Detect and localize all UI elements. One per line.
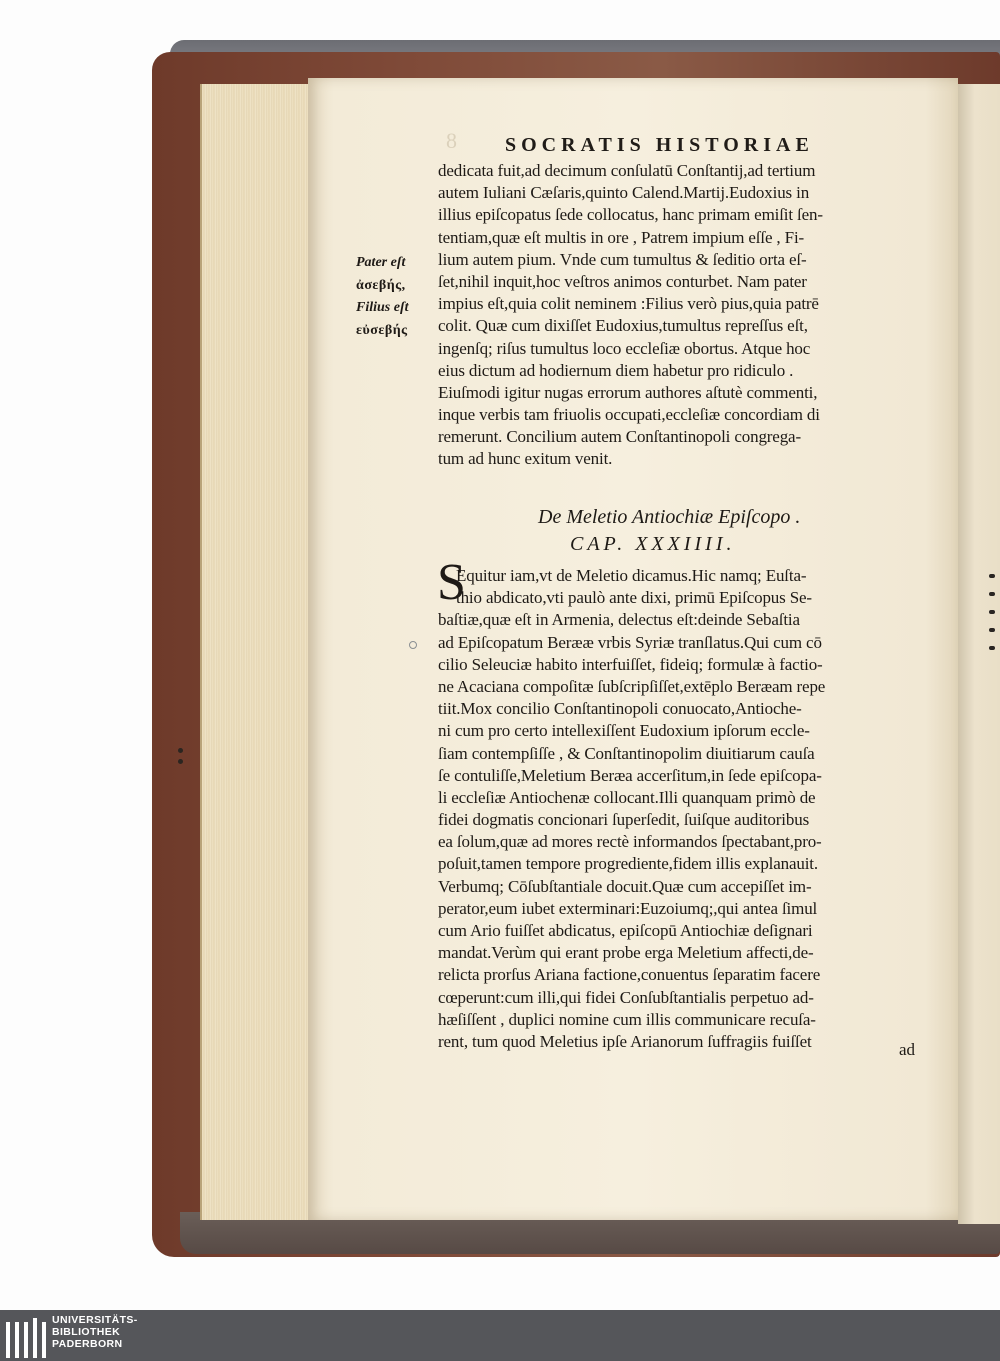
chapter-title: De Meletio Antiochiæ Epiſcopo .: [538, 506, 801, 528]
text-line: autem Iuliani Cæſaris,quinto Calend.Martij.Eudoxius in: [438, 183, 810, 203]
text-line: baſtiæ,quæ eſt in Armenia, delectus eſt:deinde Sebaſtia: [438, 610, 800, 630]
chapter-number: CAP. XXXIIII.: [570, 533, 736, 555]
ink-spot: [409, 641, 417, 649]
text-line: ni cum pro certo intellexiſſent Eudoxium ipſorum eccle-: [438, 721, 810, 741]
text-line: tum ad hunc exitum venit.: [438, 449, 613, 469]
text-block-top: [438, 160, 926, 471]
text-line: remerunt. Concilium autem Conſtantinopoli congrega-: [438, 427, 801, 447]
text-line: ea ſolum,quæ ad mores rectè informandos ſpectabant,pro-: [438, 832, 822, 852]
text-line: illius epiſcopatus ſede collocatus, hanc primam emiſit ſen-: [438, 205, 823, 225]
text-line: ad Epiſcopatum Berææ vrbis Syriæ tranſlatus.Qui cum cō: [438, 632, 822, 652]
text-line: tiit.Mox concilio Conſtantinopoli conuocato,Antioche-: [438, 699, 802, 719]
library-name-line3: PADERBORN: [52, 1338, 123, 1350]
library-name-line2: BIBLIOTHEK: [52, 1326, 121, 1338]
text-line: cilio Seleuciæ habito interfuiſſet, fideiq; formulæ à factio-: [438, 654, 823, 674]
catchword: ad: [899, 1040, 916, 1059]
text-line: cœperunt:cum illi,qui fidei Conſubſtantialis perpetuo ad-: [438, 987, 814, 1007]
margin-note: Filius eſt: [356, 300, 409, 315]
running-head: SOCRATIS HISTORIAE: [505, 134, 814, 156]
text-line: ingenſq; riſus tumultus loco eccleſiæ obortus. Atque hoc: [438, 338, 811, 358]
text-line: colit. Quæ cum dixiſſet Eudoxius,tumultus repreſſus eſt,: [438, 316, 808, 336]
text-line: fidei dogmatis concionari ſuperſedit, ſuiſque auditoribus: [438, 810, 810, 830]
margin-note-greek: ἀσεβής,: [356, 277, 406, 293]
library-name: [52, 1314, 138, 1350]
page-number: 8: [446, 128, 457, 153]
text-line: li eccleſiæ Antiochenæ collocant.Illi quanquam primò de: [438, 787, 816, 807]
text-line: hæſiſſent , duplici nomine cum illis communicare recuſa-: [438, 1009, 816, 1029]
library-name-line1: UNIVERSITÄTS-: [52, 1314, 138, 1326]
text-line: impius eſt,quia colit neminem :Filius verò pius,quia patrē: [438, 294, 819, 314]
text-line: ſiam contempſiſſe , & Conſtantinopolim diuitiarum cauſa: [438, 743, 815, 763]
binding-stain: [178, 742, 183, 770]
text-line: poſuit,tamen tempore progrediente,fidem illis explanauit.: [438, 854, 818, 874]
text-line: ne Acaciana compoſitæ ſubſcripſiſſet,extēplo Beræam repe: [438, 676, 826, 696]
text-line: dedicata fuit,ad decimum conſulatū Conſtantij,ad tertium: [438, 161, 816, 180]
text-line: Eiuſmodi igitur nugas errorum authores aſtutè commenti,: [438, 382, 818, 402]
library-logo-icon: [6, 1318, 46, 1358]
text-line: cum Ario fuiſſet abdicatus, epiſcopū Antiochiæ deſignari: [438, 921, 813, 940]
text-line: perator,eum iubet exterminari:Euzoiumq;,qui antea ſimul: [438, 898, 818, 918]
text-line: Verbumq; Cōſubſtantiale docuit.Quæ cum accepiſſet im-: [438, 876, 812, 896]
text-line: lium autem pium. Vnde cum tumultus & ſeditio orta eſ-: [438, 249, 807, 269]
text-line: thio abdicato,vti paulò ante dixi, primū Epiſcopus Se-: [456, 588, 812, 608]
facing-page-ink-marks: [985, 560, 999, 720]
page-edges: [200, 84, 314, 1220]
text-line: tentiam,quæ eſt multis in ore , Patrem impium eſſe , Fi-: [438, 227, 805, 247]
text-line: rent, tum quod Meletius ipſe Arianorum ſuffragiis fuiſſet: [438, 1031, 812, 1051]
marginal-notes: [356, 252, 436, 342]
text-line: relicta prorſus Ariana factione,conuentus ſeparatim facere: [438, 965, 821, 985]
text-line: eius dictum ad hodiernum diem habetur pro ridiculo .: [438, 360, 794, 380]
text-block-bottom: [438, 565, 926, 1053]
text-line: mandat.Verùm qui erant probe erga Meletium affecti,de-: [438, 943, 814, 963]
margin-note: Pater eſt: [356, 255, 406, 270]
drop-cap: S: [437, 554, 466, 611]
library-footer: [0, 1310, 1000, 1361]
text-line: ſet,nihil inquit,hoc veſtros animos conturbet. Nam pater: [438, 271, 807, 291]
text-line: inque verbis tam friuolis occupati,eccleſiæ concordiam di: [438, 405, 820, 425]
text-line: ſe contuliſſe,Meletium Beræa accerſitum,in ſede epiſcopa-: [438, 765, 822, 785]
margin-note-greek: εὐσεβής: [356, 322, 408, 338]
text-line: Equitur iam,vt de Meletio dicamus.Hic namq; Euſta-: [456, 566, 807, 585]
